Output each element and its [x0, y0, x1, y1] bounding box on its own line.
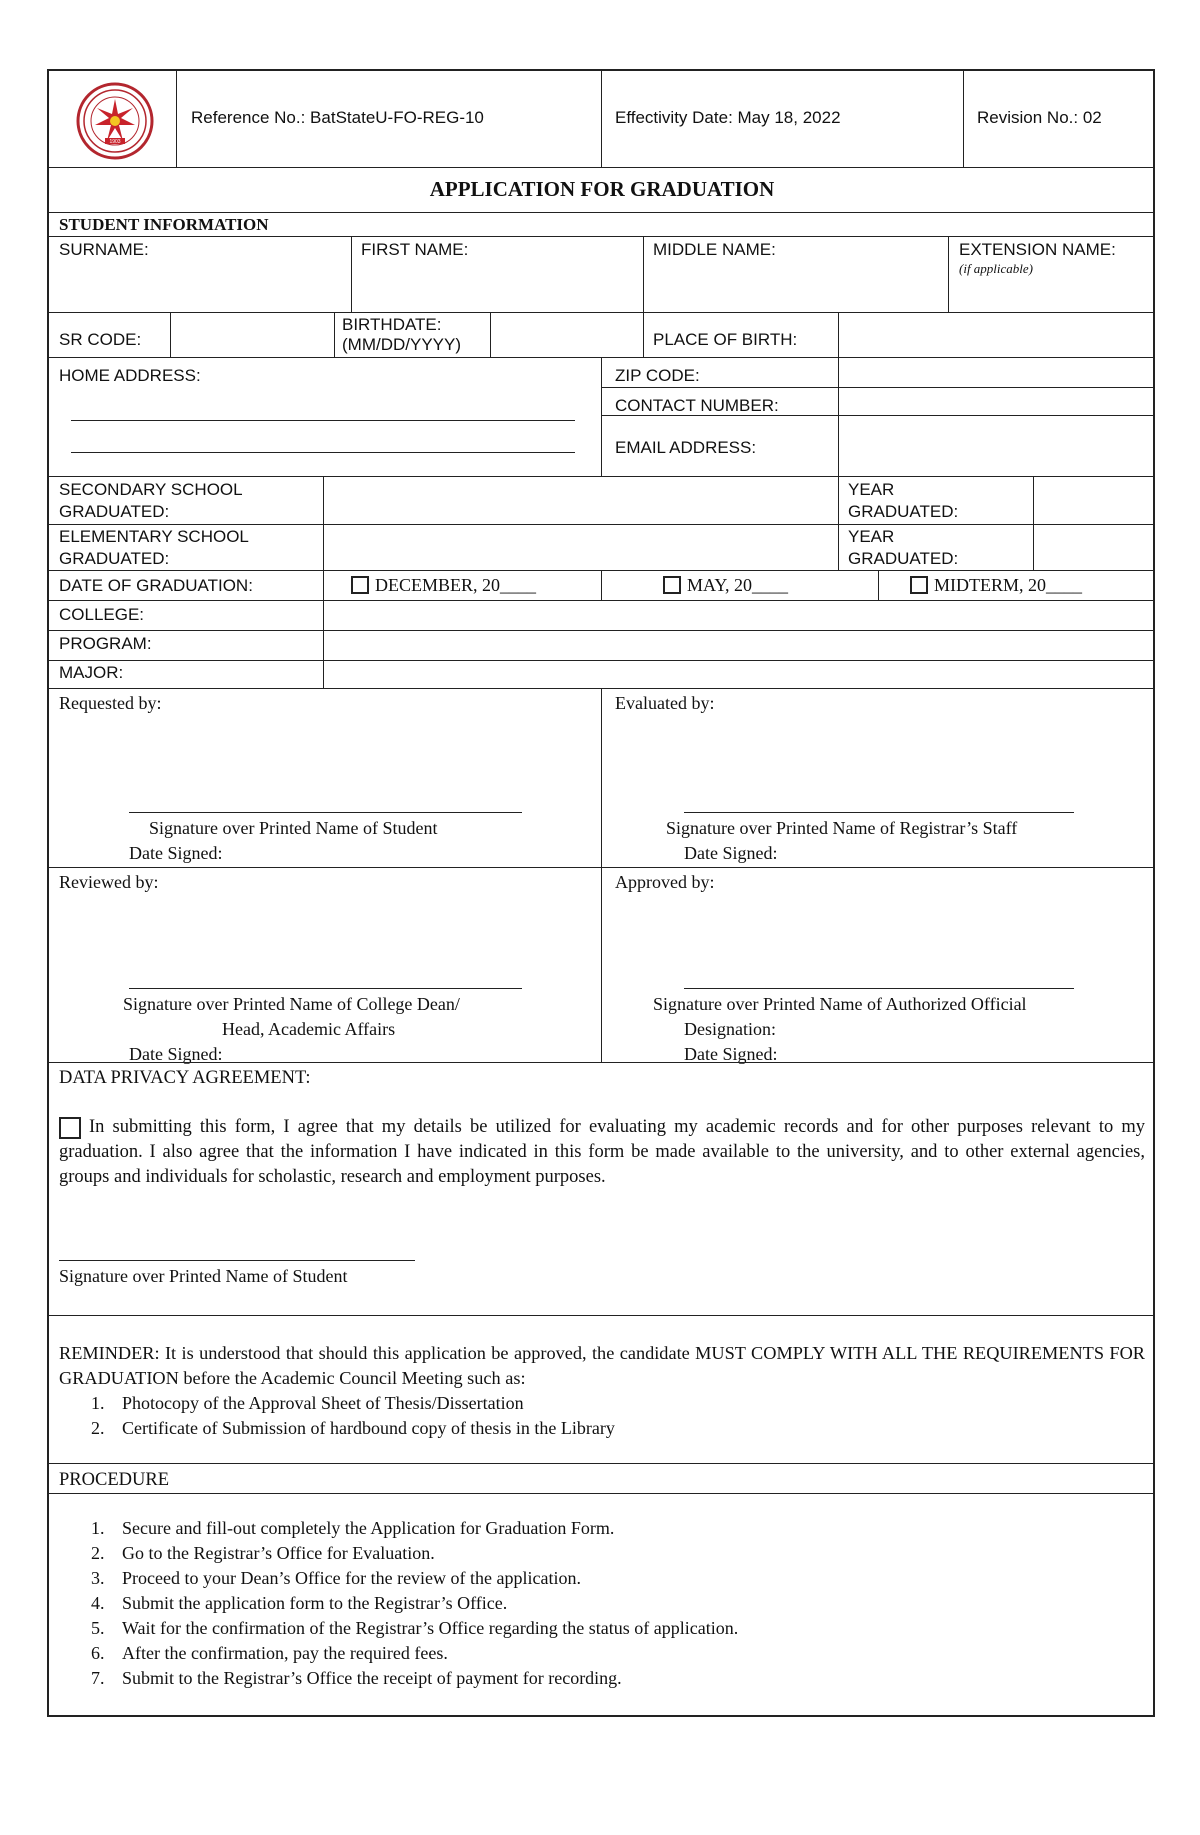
- surname-label: SURNAME:: [59, 240, 149, 259]
- home-address-label: HOME ADDRESS:: [59, 366, 201, 385]
- list-item: 1. Secure and fill-out completely the Application for Graduation Form.: [91, 1518, 615, 1538]
- major-label: MAJOR:: [59, 663, 124, 682]
- registrar-signature-caption: Signature over Printed Name of Registrar’s Staff: [666, 818, 1018, 838]
- reference-number: Reference No.: BatStateU-FO-REG-10: [191, 108, 484, 127]
- elementary-year-label-2: GRADUATED:: [848, 549, 959, 568]
- zip-code-field[interactable]: [840, 359, 1153, 385]
- address-line-1[interactable]: [71, 420, 575, 421]
- contact-number-label: CONTACT NUMBER:: [615, 396, 779, 415]
- revision-number: Revision No.: 02: [977, 108, 1102, 127]
- list-item: 4. Submit the application form to the Registrar’s Office.: [91, 1593, 508, 1613]
- list-item: 7. Submit to the Registrar’s Office the receipt of payment for recording.: [91, 1668, 622, 1688]
- extension-name-note: (if applicable): [959, 261, 1034, 276]
- list-item: 1. Photocopy of the Approval Sheet of Thesis/Dissertation: [91, 1393, 524, 1413]
- privacy-signature-line[interactable]: [59, 1260, 415, 1261]
- data-privacy-text: In submitting this form, I agree that my details be utilized for evaluating my academic records and for other purposes relevant to my graduation. I also agree that the information I have indicated in this form be made available to the university, and to other external agencies, groups and individuals for scholastic, research and employment purposes.: [59, 1117, 1145, 1187]
- seal-icon: [59, 81, 171, 161]
- college-field[interactable]: [325, 602, 1153, 628]
- list-item: 5. Wait for the confirmation of the Registrar’s Office regarding the status of application.: [91, 1618, 739, 1638]
- first-name-label: FIRST NAME:: [361, 240, 469, 259]
- section-title-student-information: STUDENT INFORMATION: [59, 215, 269, 234]
- middle-name-label: MIDDLE NAME:: [653, 240, 776, 259]
- birthdate-format: (MM/DD/YYYY): [342, 335, 461, 354]
- student-signature-caption: Signature over Printed Name of Student: [149, 818, 438, 838]
- secondary-year-label-2: GRADUATED:: [848, 502, 959, 521]
- sr-code-label: SR CODE:: [59, 330, 142, 349]
- list-item: 6. After the confirmation, pay the required fees.: [91, 1643, 448, 1663]
- secondary-school-label: SECONDARY SCHOOL: [59, 480, 243, 499]
- date-of-graduation-label: DATE OF GRADUATION:: [59, 576, 253, 595]
- major-field[interactable]: [325, 662, 1153, 686]
- address-line-2[interactable]: [71, 452, 575, 453]
- secondary-school-label-2: GRADUATED:: [59, 502, 170, 521]
- privacy-signature-caption: Signature over Printed Name of Student: [59, 1266, 348, 1286]
- email-address-label: EMAIL ADDRESS:: [615, 438, 757, 457]
- first-name-field[interactable]: [353, 261, 641, 311]
- reminder-text: REMINDER: It is understood that should this application be approved, the candidate MUST COMPLY WITH ALL THE REQUIREMENTS FOR GRADUATION before the Academic Council Meeting such as:: [59, 1343, 1145, 1388]
- application-form: [47, 69, 1155, 1717]
- evaluated-date-signed: Date Signed:: [684, 843, 778, 863]
- program-field[interactable]: [325, 632, 1153, 658]
- grad-option-december[interactable]: DECEMBER, 20____: [351, 573, 536, 598]
- birthdate-field[interactable]: [492, 314, 642, 356]
- university-logo: [59, 81, 171, 161]
- evaluated-by-label: Evaluated by:: [615, 693, 715, 713]
- dean-signature-caption: Signature over Printed Name of College Dean/: [123, 994, 460, 1014]
- grad-option-midterm[interactable]: MIDTERM, 20____: [910, 573, 1082, 598]
- program-label: PROGRAM:: [59, 634, 152, 653]
- sr-code-field[interactable]: [172, 314, 332, 356]
- elementary-year-field[interactable]: [1035, 526, 1153, 569]
- procedure-title: PROCEDURE: [59, 1470, 169, 1490]
- college-label: COLLEGE:: [59, 605, 145, 624]
- elementary-school-field[interactable]: [325, 526, 835, 569]
- official-signature-caption: Signature over Printed Name of Authorized Official: [653, 994, 1027, 1014]
- svg-text:1903: 1903: [109, 139, 121, 145]
- secondary-school-field[interactable]: [325, 478, 835, 522]
- approved-date-signed: Date Signed:: [684, 1044, 778, 1064]
- email-address-field[interactable]: [840, 417, 1153, 475]
- birthdate-label: BIRTHDATE:: [342, 315, 442, 334]
- grad-option-may[interactable]: MAY, 20____: [663, 573, 788, 598]
- elementary-school-label: ELEMENTARY SCHOOL: [59, 527, 249, 546]
- surname-field[interactable]: [49, 261, 349, 311]
- zip-code-label: ZIP CODE:: [615, 366, 700, 385]
- reminder-list: [91, 1391, 615, 1441]
- requested-by-label: Requested by:: [59, 693, 162, 713]
- middle-name-field[interactable]: [645, 261, 946, 311]
- requested-date-signed: Date Signed:: [129, 843, 223, 863]
- dean-signature-caption-2: Head, Academic Affairs: [222, 1019, 396, 1039]
- list-item: 2. Certificate of Submission of hardbound copy of thesis in the Library: [91, 1418, 615, 1438]
- form-title: APPLICATION FOR GRADUATION: [429, 177, 775, 201]
- elementary-school-label-2: GRADUATED:: [59, 549, 170, 568]
- may-checkbox[interactable]: [663, 576, 681, 594]
- place-of-birth-field[interactable]: [840, 314, 1153, 356]
- midterm-checkbox[interactable]: [910, 576, 928, 594]
- december-checkbox[interactable]: [351, 576, 369, 594]
- student-signature-line[interactable]: [129, 812, 522, 813]
- reviewed-date-signed: Date Signed:: [129, 1044, 223, 1064]
- reviewed-by-label: Reviewed by:: [59, 872, 159, 892]
- effectivity-date: Effectivity Date: May 18, 2022: [615, 108, 841, 127]
- dean-signature-line[interactable]: [129, 988, 522, 989]
- list-item: 3. Proceed to your Dean’s Office for the review of the application.: [91, 1568, 581, 1588]
- data-privacy-title: DATA PRIVACY AGREEMENT:: [59, 1068, 311, 1088]
- registrar-signature-line[interactable]: [684, 812, 1074, 813]
- official-designation: Designation:: [684, 1019, 776, 1039]
- contact-number-field[interactable]: [840, 389, 1153, 413]
- secondary-year-label: YEAR: [848, 480, 895, 499]
- secondary-year-field[interactable]: [1035, 478, 1153, 522]
- approved-by-label: Approved by:: [615, 872, 715, 892]
- procedure-list: [91, 1516, 738, 1691]
- list-item: 2. Go to the Registrar’s Office for Evaluation.: [91, 1543, 435, 1563]
- extension-name-label: EXTENSION NAME:: [959, 240, 1116, 259]
- elementary-year-label: YEAR: [848, 527, 895, 546]
- official-signature-line[interactable]: [684, 988, 1074, 989]
- place-of-birth-label: PLACE OF BIRTH:: [653, 330, 798, 349]
